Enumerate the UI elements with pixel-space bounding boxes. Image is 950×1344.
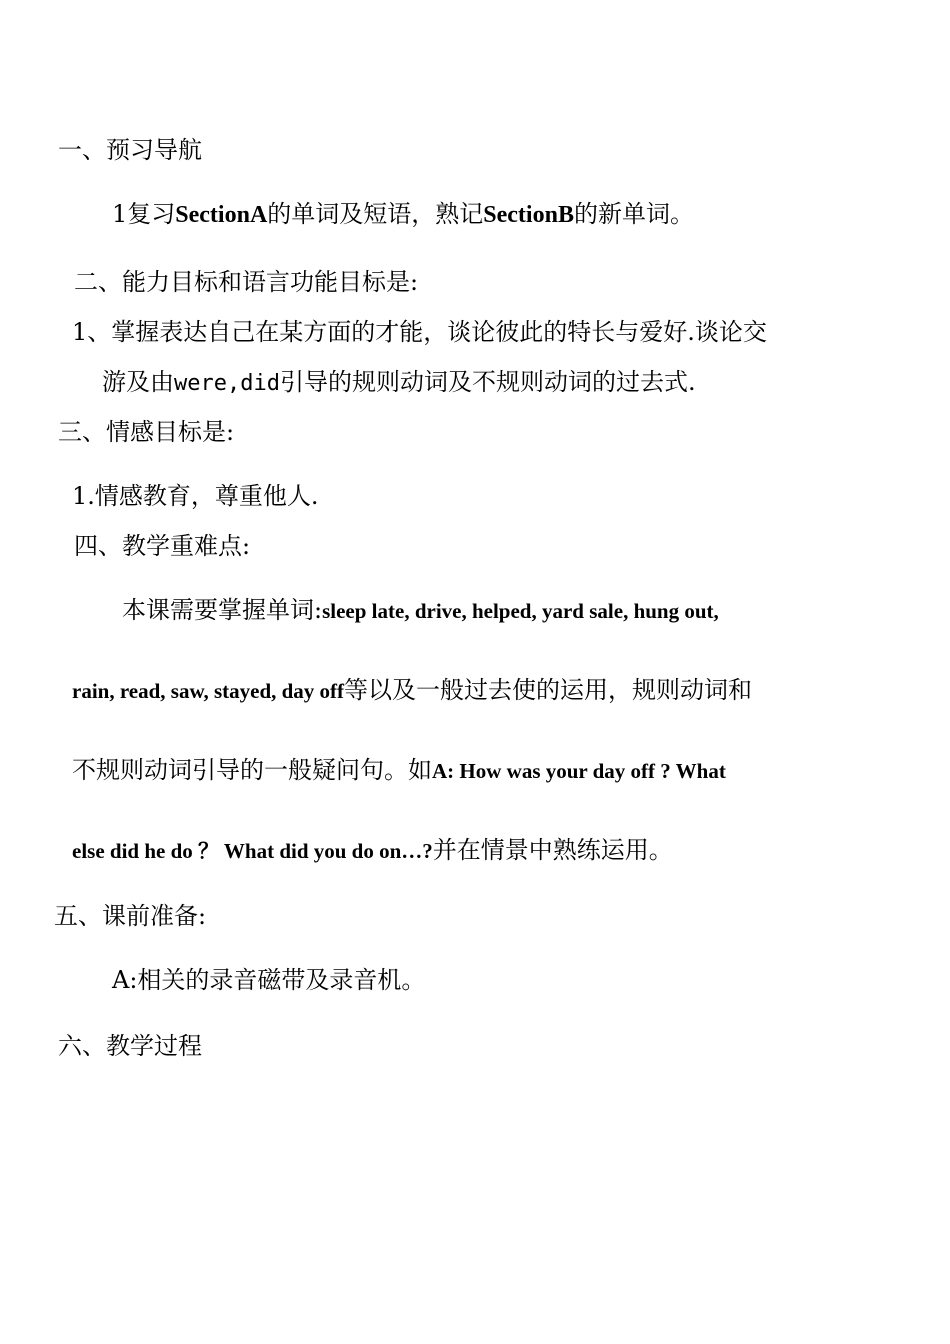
section-4-heading: 四、教学重难点: (74, 532, 251, 560)
section-2-heading: 二、能力目标和语言功能目标是: (74, 268, 419, 296)
item-text-mono: were,did (174, 371, 280, 396)
para-text-en: else did he do ？ What did you do on…? (72, 839, 433, 863)
item-text-en: SectionB (483, 202, 574, 228)
section-4-para-line-2 (72, 678, 752, 702)
section-1-item (112, 202, 694, 227)
section-2-item-line-1: 1、掌握表达自己在某方面的才能，谈论彼此的特长与爱好.谈论交 (72, 318, 767, 346)
para-text: 并在情景中熟练运用。 (432, 836, 673, 864)
section-5-item: A:相关的录音磁带及录音机。 (112, 966, 426, 994)
para-text: 等以及一般过去使的运用，规则动词和 (344, 676, 753, 704)
section-4-para-line-4 (72, 838, 673, 862)
section-4-para-line-1 (122, 598, 719, 622)
para-text-en: A: How was your day off ? What (432, 759, 726, 783)
para-text-en: sleep late, drive, helped, yard sale, hung out, (322, 599, 719, 623)
section-5-heading: 五、课前准备: (54, 902, 207, 930)
section-6-heading: 六、教学过程 (58, 1032, 202, 1060)
item-text-en: SectionA (175, 202, 268, 228)
section-3-heading: 三、情感目标是: (58, 418, 235, 446)
item-text: 游及由 (102, 368, 174, 396)
para-text: 本课需要掌握单词: (122, 596, 323, 624)
para-text: 不规则动词引导的一般疑问句。如 (72, 756, 432, 784)
item-text: 引导的规则动词及不规则动词的过去式. (279, 368, 696, 396)
item-text: 1复习 (112, 200, 176, 228)
section-3-item: 1.情感教育，尊重他人. (72, 482, 319, 510)
section-1-heading: 一、预习导航 (58, 136, 202, 164)
section-2-item-line-2 (102, 370, 696, 395)
item-text: 的单词及短语，熟记 (267, 200, 484, 228)
section-4-para-line-3 (72, 758, 726, 782)
item-text: 的新单词。 (573, 200, 694, 228)
para-text-en: rain, read, saw, stayed, day off (72, 679, 345, 703)
